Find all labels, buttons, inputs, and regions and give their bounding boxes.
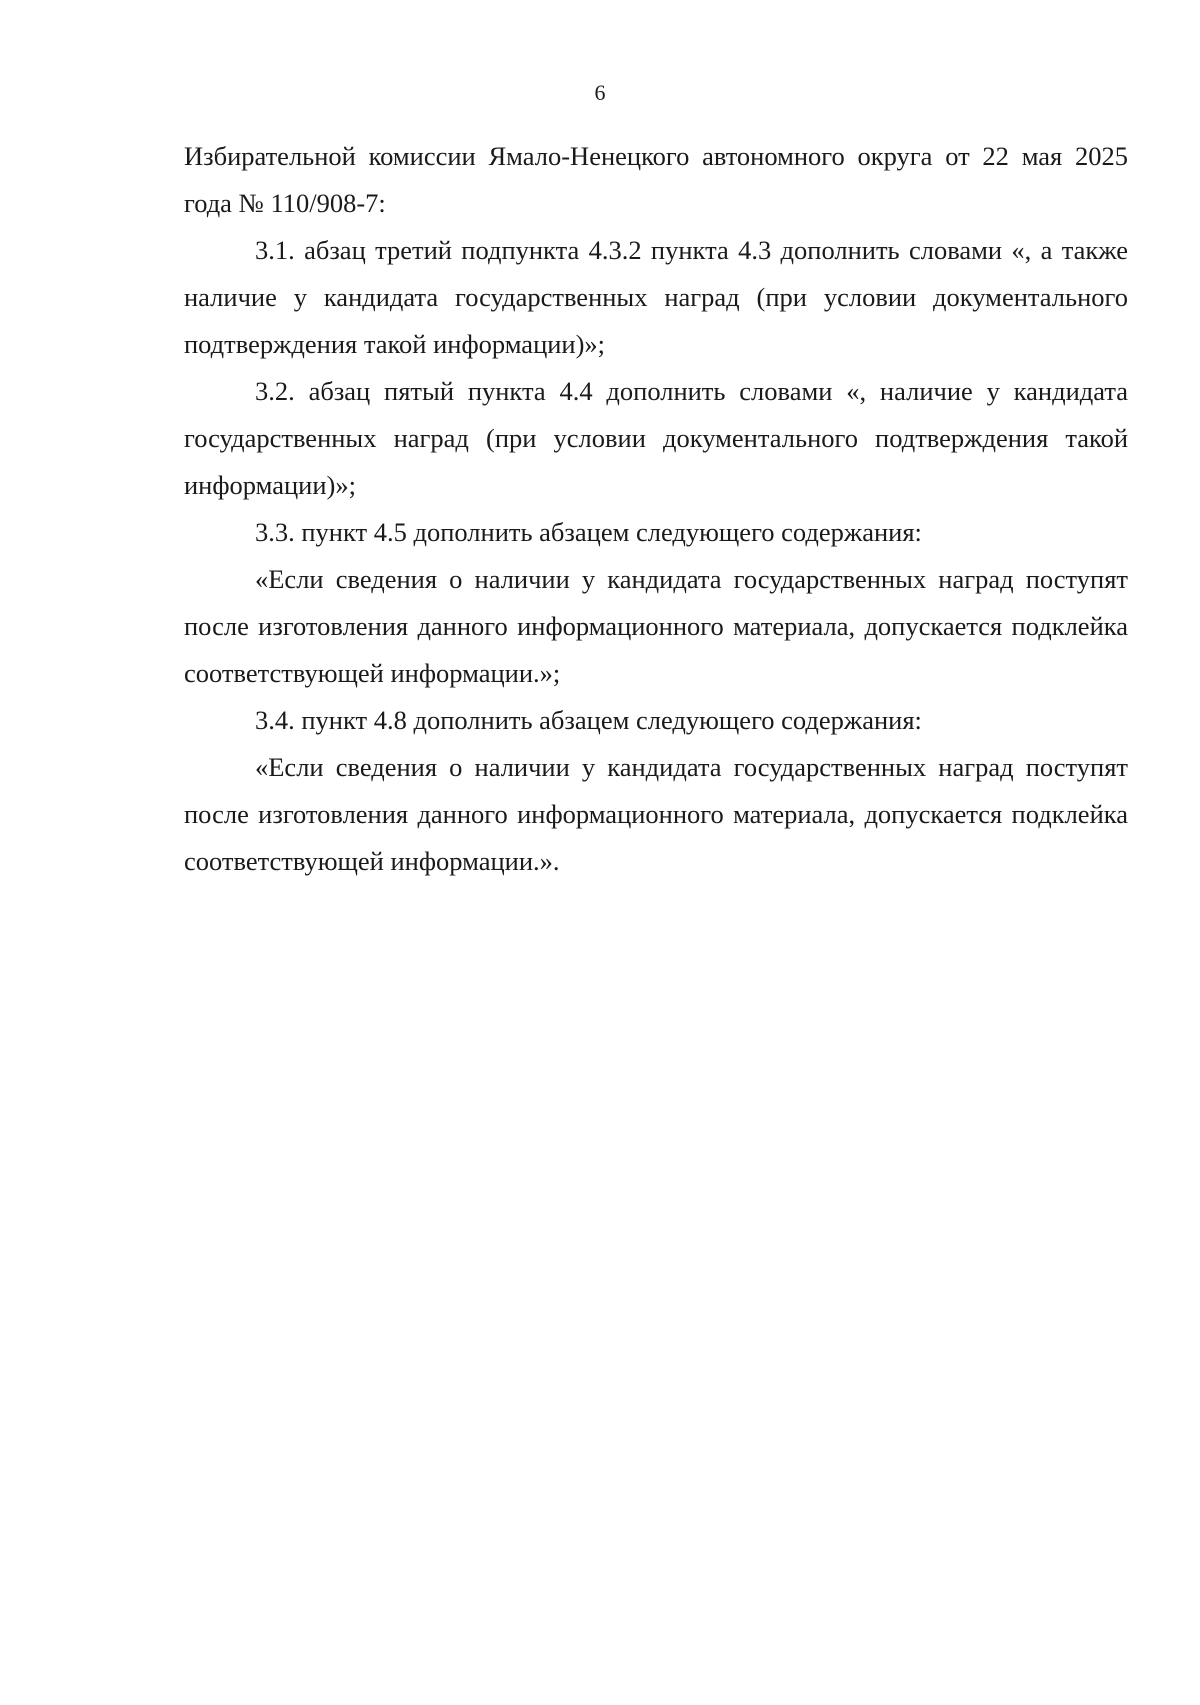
paragraph-item-3-2: 3.2. абзац пятый пункта 4.4 дополнить словами «, наличие у кандидата государственных наград (при условии документального подтверждения такой информации)»;	[184, 376, 1128, 500]
paragraph-item-3-1: 3.1. абзац третий подпункта 4.3.2 пункта 4.3 дополнить словами «, а также наличие у кандидата государственных наград (при условии документального подтверждения такой информации)»;	[184, 235, 1128, 359]
document-body	[184, 133, 1128, 885]
paragraph-item-3-4: 3.4. пункт 4.8 дополнить абзацем следующего содержания:	[255, 705, 922, 735]
paragraph-continuation: Избирательной комиссии Ямало-Ненецкого автономного округа от 22 мая 2025 года № 110/908-7:	[184, 141, 1128, 218]
paragraph-item-3-3: 3.3. пункт 4.5 дополнить абзацем следующего содержания:	[255, 517, 922, 547]
page-number: 6	[594, 80, 606, 105]
paragraph-quote-3-4: «Если сведения о наличии у кандидата государственных наград поступят после изготовления данного информационного материала, допускается подклейка соответствующей информации.».	[184, 752, 1128, 876]
paragraph-quote-3-3: «Если сведения о наличии у кандидата государственных наград поступят после изготовления данного информационного материала, допускается подклейка соответствующей информации.»;	[184, 564, 1128, 688]
